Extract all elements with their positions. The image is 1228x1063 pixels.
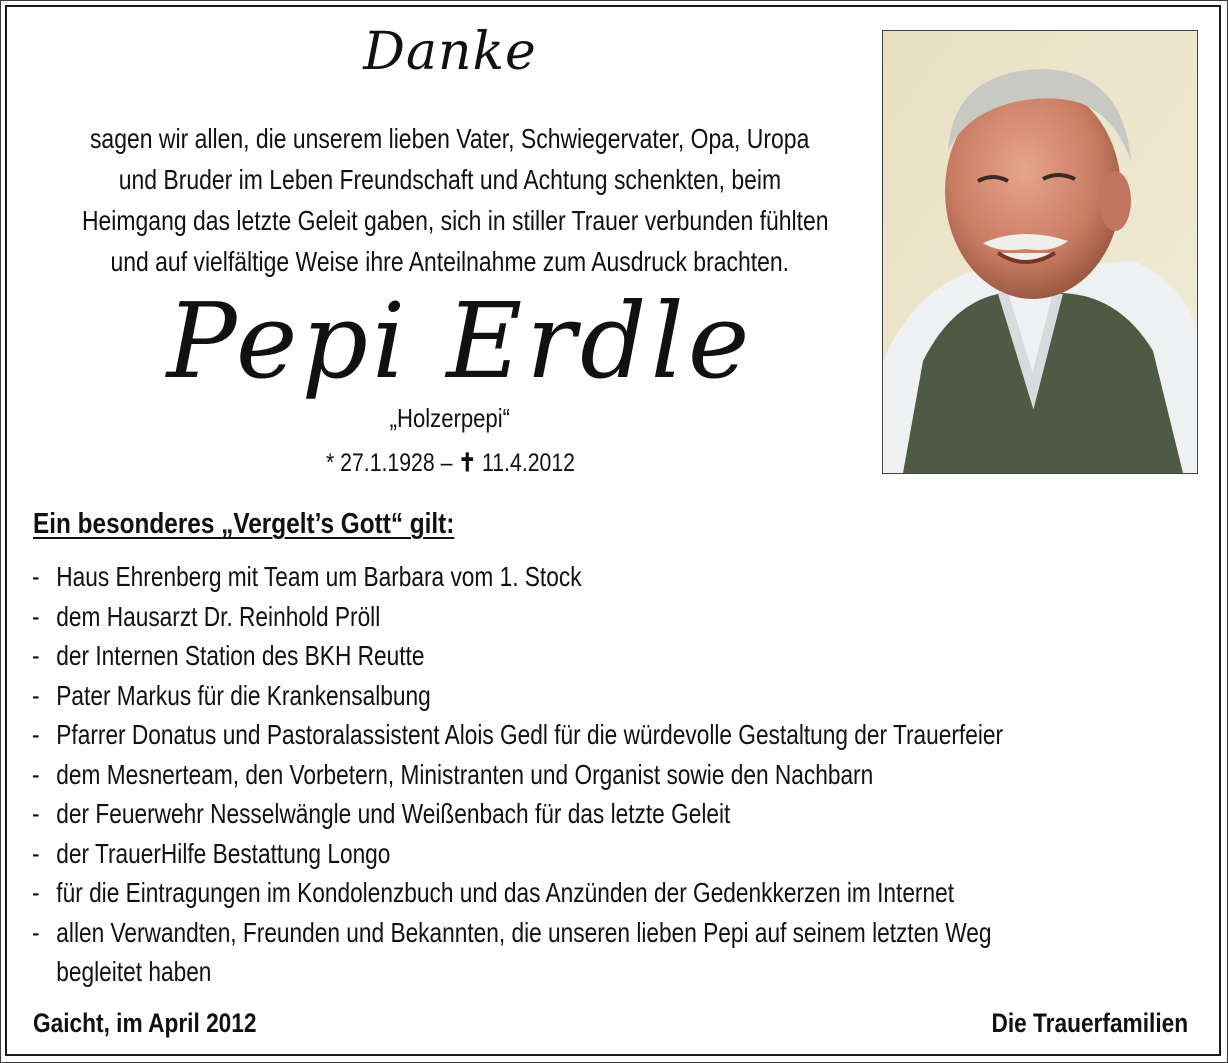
birth-date: * 27.1.1928 –: [325, 449, 452, 477]
list-item: - dem Mesnerteam, den Vorbetern, Ministranten und Organist sowie den Nachbarn: [32, 758, 874, 790]
life-dates: [250, 448, 650, 478]
thanks-list: [32, 557, 1150, 992]
intro-line: und Bruder im Leben Freundschaft und Achtung schenkten, beim: [118, 164, 782, 195]
cross-icon: ✝: [457, 449, 476, 477]
title-danke: Danke: [363, 22, 537, 82]
list-item: - für die Eintragungen im Kondolenzbuch und das Anzünden der Gedenkkerzen im Internet: [32, 877, 955, 908]
intro-text: [0, 118, 900, 282]
list-item: - allen Verwandten, Freunden und Bekannten, die unseren lieben Pepi auf seinem letzten Weg: [32, 916, 992, 948]
list-item: - Pfarrer Donatus und Pastoralassistent Alois Gedl für die würdevolle Gestaltung der Trauerfeier: [32, 719, 1004, 750]
list-item: - Haus Ehrenberg mit Team um Barbara vom 1. Stock: [32, 561, 582, 592]
list-item: - der Internen Station des BKH Reutte: [32, 640, 425, 671]
death-date: 11.4.2012: [481, 449, 575, 477]
portrait-photo-icon: [882, 30, 1198, 474]
list-item: - der Feuerwehr Nesselwängle und Weißenbach für das letzte Geleit: [32, 798, 731, 829]
list-item-continuation: begleitet haben: [56, 956, 212, 987]
list-item: - dem Hausarzt Dr. Reinhold Pröll: [32, 600, 381, 632]
intro-line: sagen wir allen, die unserem lieben Vater, Schwiegervater, Opa, Uropa: [90, 123, 810, 154]
intro-line: Heimgang das letzte Geleit gaben, sich in stiller Trauer verbunden fühlten: [81, 205, 829, 236]
list-item: - der TrauerHilfe Bestattung Longo: [32, 837, 391, 869]
signature: Die Trauerfamilien: [991, 1008, 1188, 1038]
deceased-nickname: „Holzerpepi“: [389, 403, 511, 433]
list-item: - Pater Markus für die Krankensalbung: [32, 679, 431, 711]
intro-line: und auf vielfältige Weise ihre Anteilnahme zum Ausdruck brachten.: [110, 246, 790, 277]
thanks-heading: Ein besonderes „Vergelt’s Gott“ gilt:: [33, 508, 455, 540]
deceased-name: Pepi Erdle: [166, 280, 754, 402]
place-date: Gaicht, im April 2012: [33, 1008, 257, 1038]
